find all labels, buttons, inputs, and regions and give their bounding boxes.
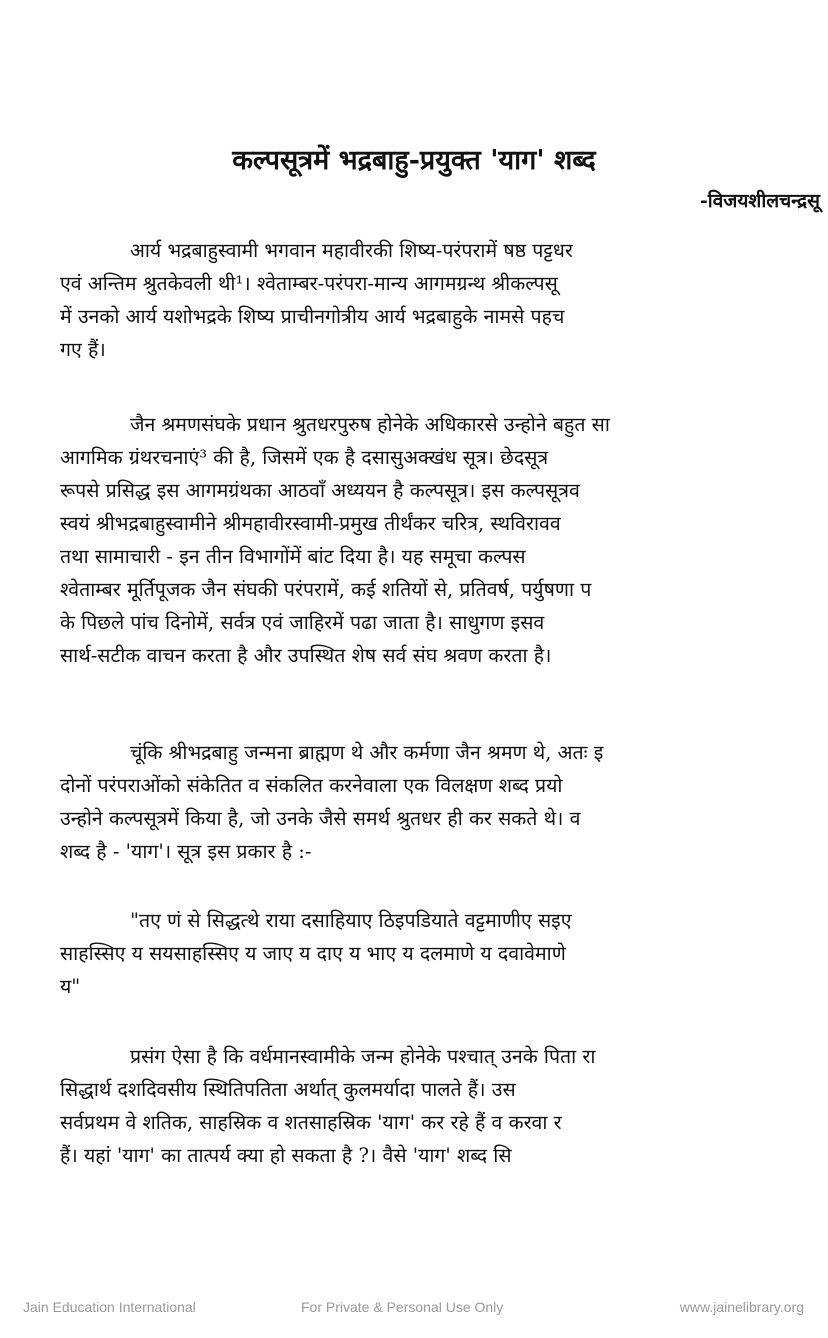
quote-paragraph — [60, 904, 828, 1003]
paragraph-3 — [60, 736, 828, 868]
text-line: के पिछले पांच दिनोमें, सर्वत्र एवं जाहिरमें पढा जाता है। साधुगण इसव — [60, 611, 545, 634]
text-line: चूंकि श्रीभद्रबाहु जन्मना ब्राह्मण थे और कर्मणा जैन श्रमण थे, अतः इ — [130, 741, 604, 764]
text-line: गए हैं। — [60, 338, 106, 361]
text-line: प्रसंग ऐसा है कि वर्धमानस्वामीके जन्म होनेके पश्चात् उनके पिता रा — [130, 1045, 596, 1068]
text-line: "तए णं से सिद्धत्थे राया दसाहियाए ठिइपडियाते वट्टमाणीए सइए — [130, 909, 572, 932]
paragraph-2 — [60, 408, 828, 672]
text-line: सर्वप्रथम वे शतिक, साहस्रिक व शतसाहस्रिक 'याग' कर रहे हैं व करवा र — [60, 1111, 562, 1134]
article-title: कल्पसूत्रमें भद्रबाहु-प्रयुक्त 'याग' शब्द — [232, 145, 596, 176]
footer-publisher: Jain Education International — [23, 1299, 196, 1315]
text-line: स्वयं श्रीभद्रबाहुस्वामीने श्रीमहावीरस्वामी-प्रमुख तीर्थंकर चरित्र, स्थविरावव — [60, 512, 561, 535]
text-line: रूपसे प्रसिद्ध इस आगमग्रंथका आठवाँ अध्ययन है कल्पसूत्र। इस कल्पसूत्रव — [60, 479, 580, 502]
text-line: दोनों परंपराओंको संकेतित व संकलित करनेवाला एक विलक्षण शब्द प्रयो — [60, 774, 563, 797]
text-line: हैं। यहां 'याग' का तात्पर्य क्या हो सकता है ?। वैसे 'याग' शब्द सि — [60, 1144, 512, 1167]
text-line: साहस्सिए य सयसाहस्सिए य जाए य दाए य भाए य दलमाणे य दवावेमाणे — [60, 942, 566, 965]
text-line: में उनको आर्य यशोभद्रके शिष्य प्राचीनगोत्रीय आर्य भद्रबाहुके नामसे पहच — [60, 305, 565, 328]
text-line: सार्थ-सटीक वाचन करता है और उपस्थित शेष सर्व संघ श्रवण करता है। — [60, 644, 552, 667]
footer-usage-note: For Private & Personal Use Only — [301, 1299, 504, 1315]
text-line: शब्द है - 'याग'। सूत्र इस प्रकार है :- — [60, 840, 312, 863]
text-line: आर्य भद्रबाहुस्वामी भगवान महावीरकी शिष्य-परंपरामें षष्ठ पट्टधर — [130, 239, 573, 262]
text-line: य" — [60, 975, 81, 998]
text-line: सिद्धार्थ दशदिवसीय स्थितिपतिता अर्थात् कुलमर्यादा पालते हैं। उस — [60, 1078, 516, 1101]
text-line: जैन श्रमणसंघके प्रधान श्रुतधरपुरुष होनेके अधिकारसे उन्होने बहुत सा — [130, 413, 610, 436]
text-line: श्वेताम्बर मूर्तिपूजक जैन संघकी परंपरामें, कई शतियों से, प्रतिवर्ष, पर्युषणा प — [60, 578, 592, 601]
footer-website-link[interactable]: www.jainelibrary.org — [679, 1299, 804, 1315]
paragraph-1 — [60, 234, 828, 366]
text-line: आगमिक ग्रंथरचनाएं³ की है, जिसमें एक है दसासुअक्खंध सूत्र। छेदसूत्र — [60, 446, 549, 469]
author-name: -विजयशीलचन्द्रसू — [699, 190, 820, 212]
text-line: तथा सामाचारी - इन तीन विभागोंमें बांट दिया है। यह समूचा कल्पस — [60, 545, 526, 568]
paragraph-5 — [60, 1040, 828, 1172]
text-line: एवं अन्तिम श्रुतकेवली थी¹। श्वेताम्बर-परंपरा-मान्य आगमग्रन्थ श्रीकल्पसू — [60, 272, 558, 295]
text-line: उन्होने कल्पसूत्रमें किया है, जो उनके जैसे समर्थ श्रुतधर ही कर सकते थे। व — [60, 807, 581, 830]
